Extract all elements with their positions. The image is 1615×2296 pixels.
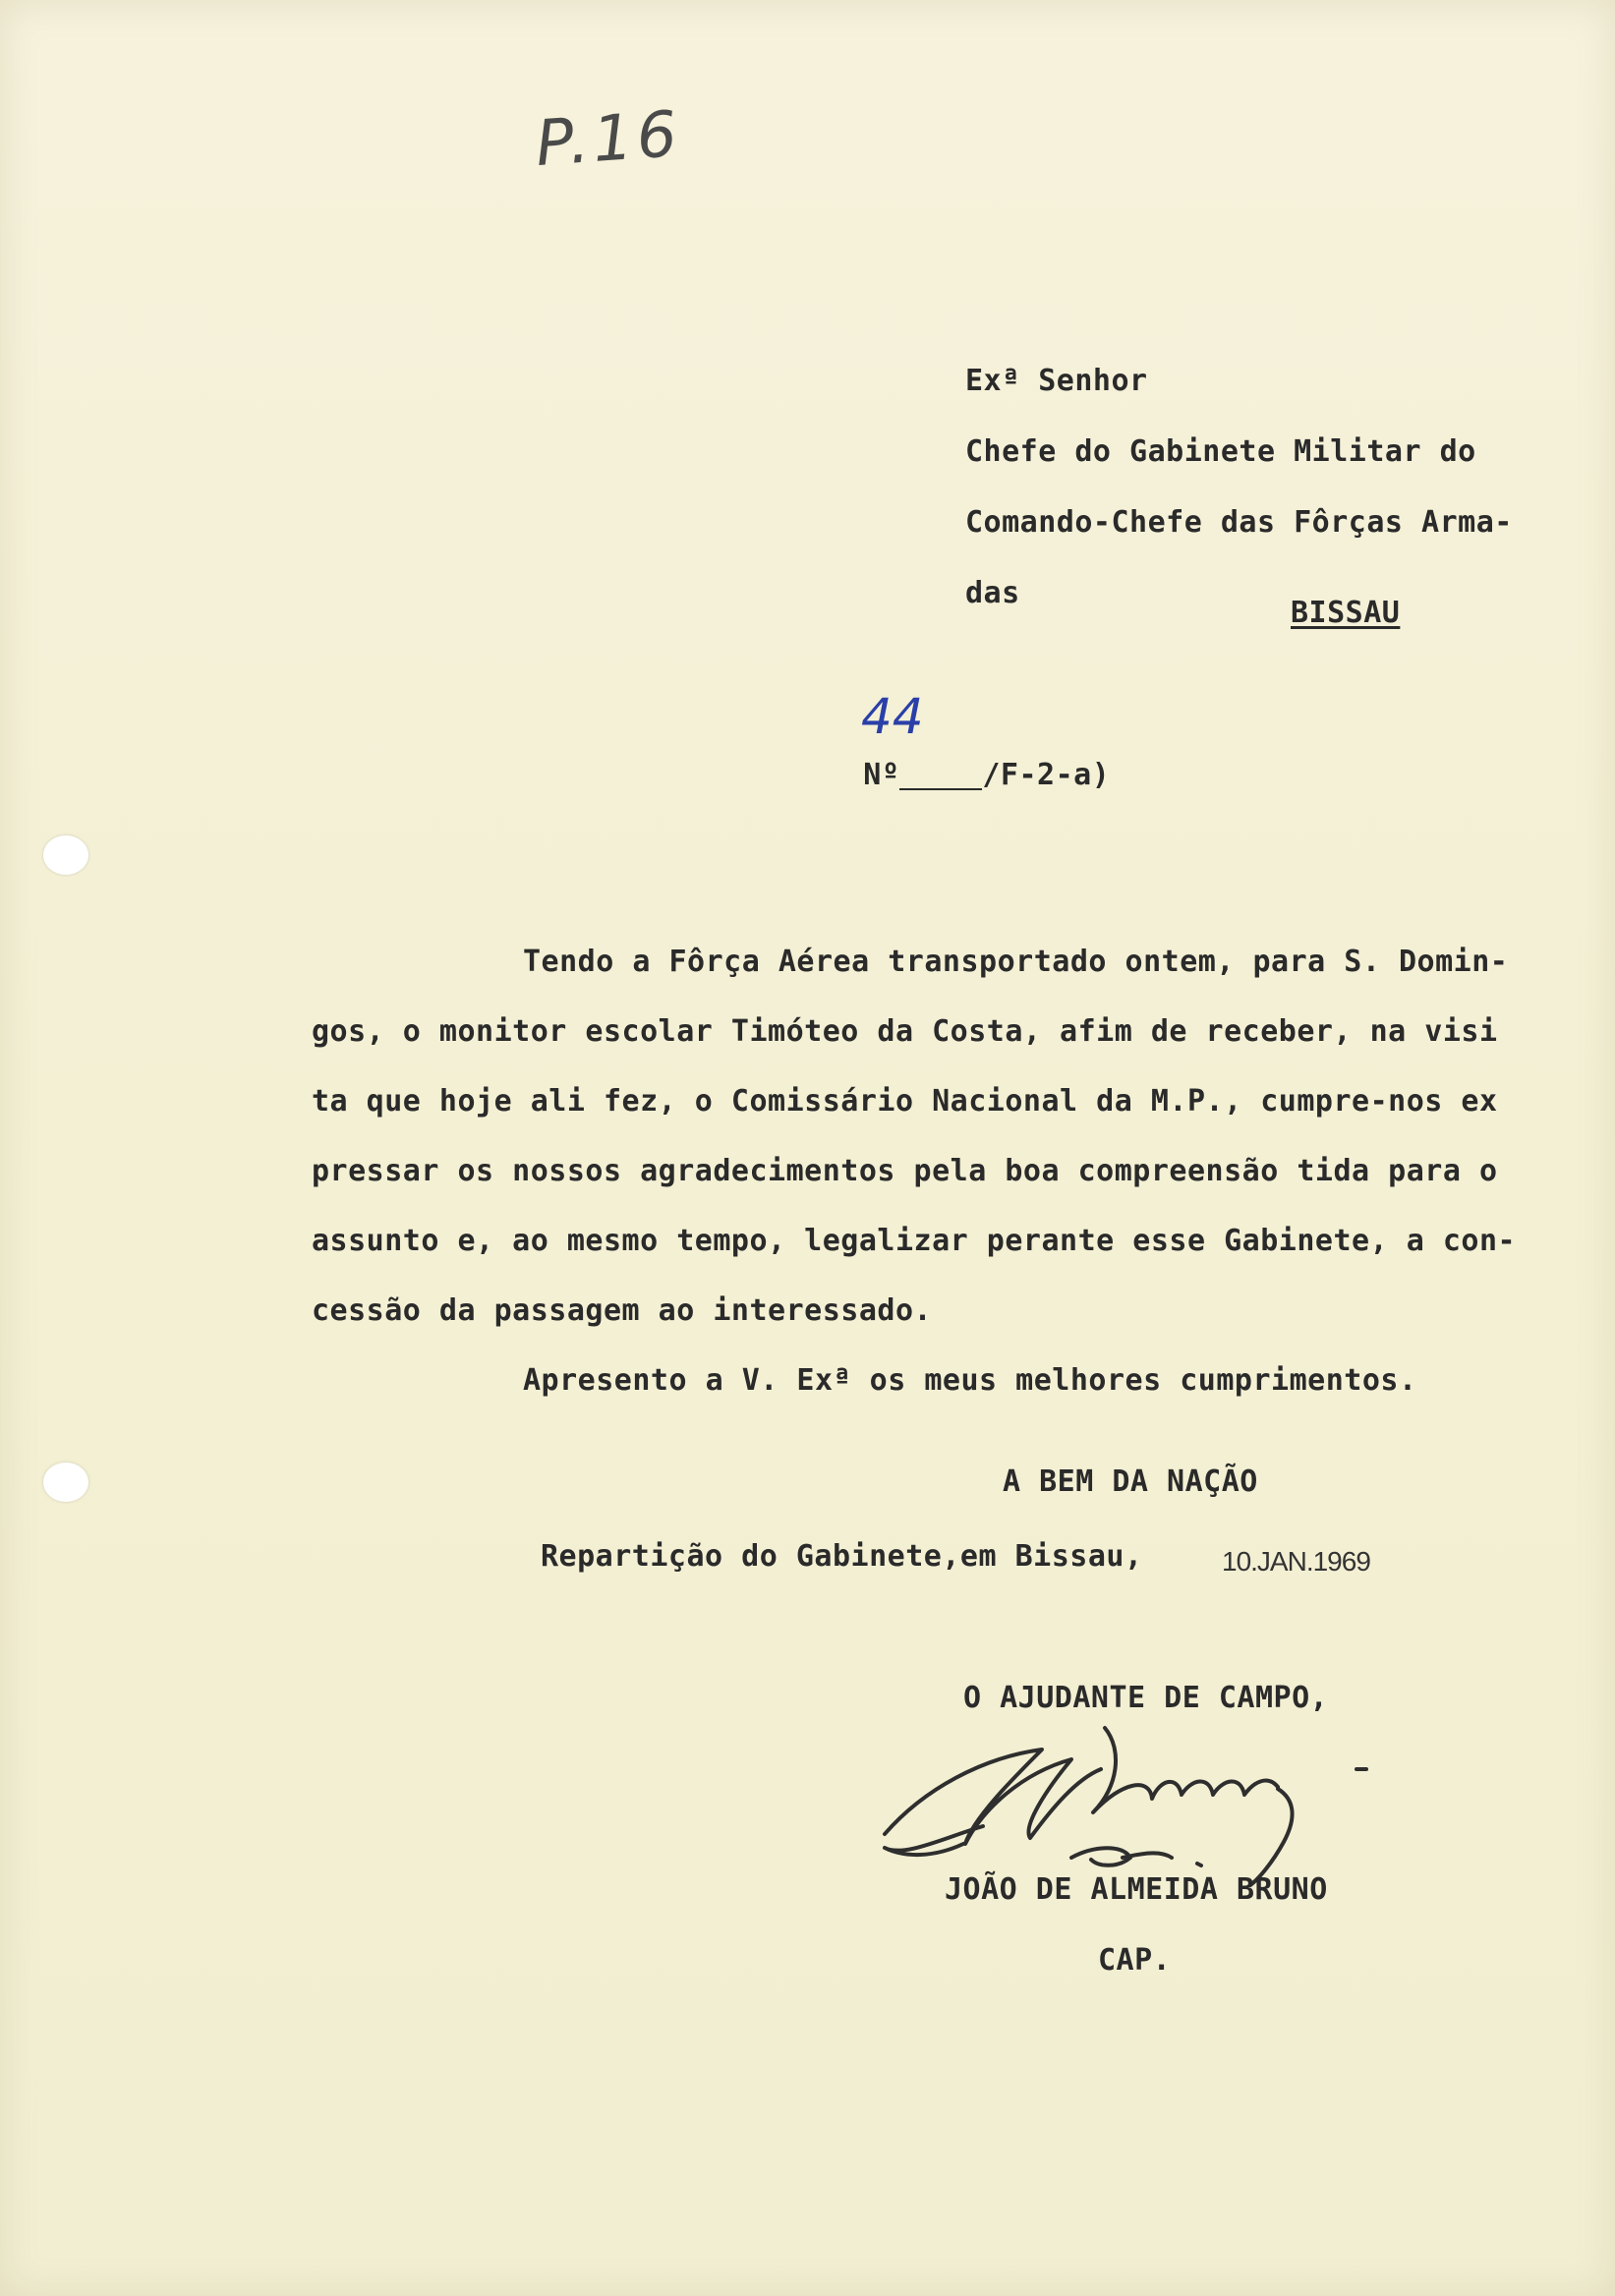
recipient-line-4: das xyxy=(965,576,1020,610)
body-line-1: Tendo a Fôrça Aérea transportado ontem, para S. Domin- xyxy=(523,945,1509,979)
reference-prefix: Nº xyxy=(863,758,900,792)
reference-number-blank xyxy=(899,763,982,790)
date-stamp: 10.JAN.1969 xyxy=(1222,1546,1370,1577)
body-line-2: gos, o monitor escolar Timóteo da Costa, afim de receber, na visi xyxy=(312,1014,1498,1049)
reference-suffix: /F-2-a) xyxy=(982,758,1111,792)
body-line-5: assunto e, ao mesmo tempo, legalizar perante esse Gabinete, a con- xyxy=(312,1224,1517,1258)
signatory-role: O AJUDANTE DE CAMPO, xyxy=(963,1681,1329,1715)
closing-motto: A BEM DA NAÇÃO xyxy=(1003,1464,1258,1499)
recipient-line-3: Comando-Chefe das Fôrças Arma- xyxy=(965,505,1513,540)
reference-line xyxy=(790,731,1110,820)
body-line-3: ta que hoje ali fez, o Comissário Nacional da M.P., cumpre-nos ex xyxy=(312,1084,1498,1119)
reference-number-handwritten: 44 xyxy=(861,688,924,745)
recipient-salutation: Exª Senhor xyxy=(965,364,1148,398)
signature xyxy=(865,1710,1415,1897)
body-line-6: cessão da passagem ao interessado. xyxy=(312,1293,933,1328)
closing-place: Repartição do Gabinete,em Bissau, xyxy=(541,1539,1143,1574)
signatory-rank: CAP. xyxy=(1098,1943,1172,1978)
body-line-4: pressar os nossos agradecimentos pela boa compreensão tida para o xyxy=(312,1154,1498,1188)
page-mark: P.16 xyxy=(533,97,683,182)
body-line-7: Apresento a V. Exª os meus melhores cumprimentos. xyxy=(523,1363,1417,1398)
recipient-city: BISSAU xyxy=(1291,596,1401,630)
punch-hole-bottom xyxy=(43,1463,88,1502)
punch-hole-top xyxy=(43,835,88,875)
recipient-line-2: Chefe do Gabinete Militar do xyxy=(965,434,1476,469)
signatory-name: JOÃO DE ALMEIDA BRUNO xyxy=(945,1872,1328,1907)
